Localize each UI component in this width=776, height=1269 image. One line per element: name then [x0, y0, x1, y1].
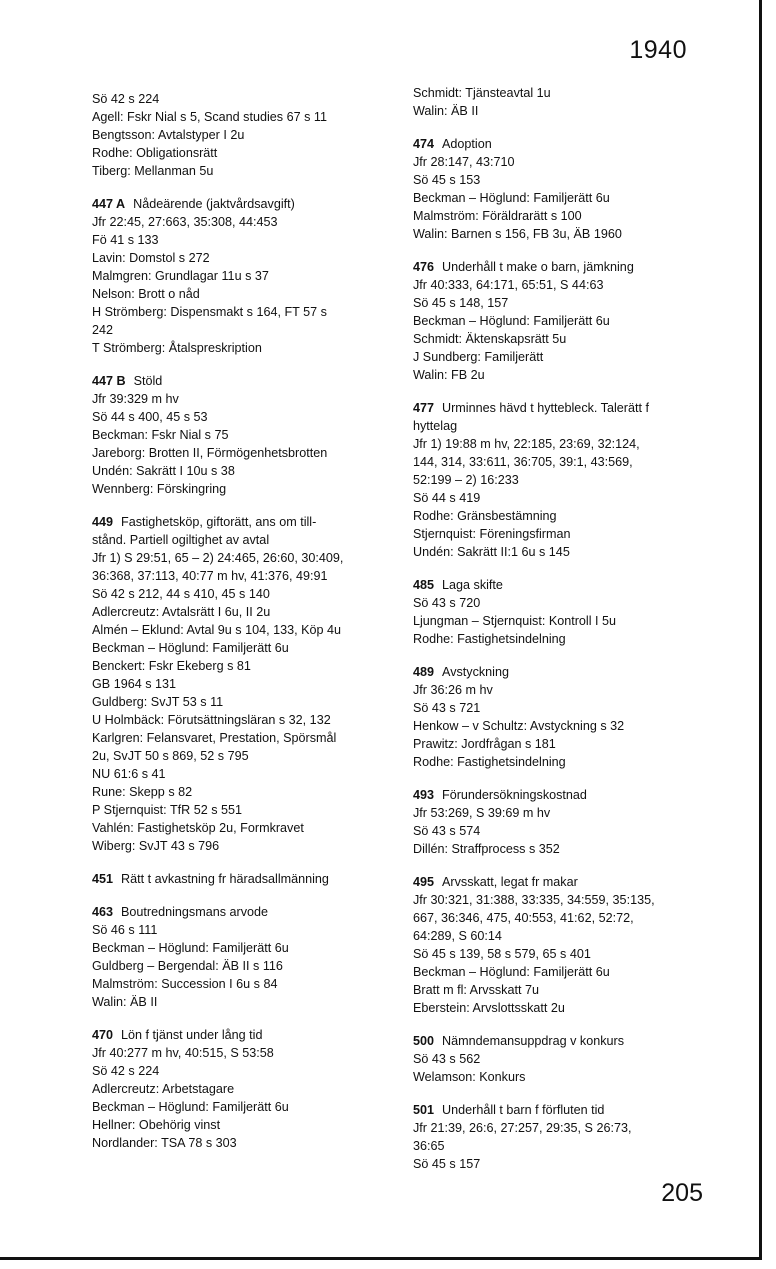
entry-reference-line: Beckman: Fskr Nial s 75 — [92, 428, 229, 442]
entry-reference-line: Beckman – Höglund: Familjerätt 6u — [413, 191, 610, 205]
entry-title: Rätt t avkastning fr häradsallmänning — [121, 872, 329, 886]
index-entry — [413, 663, 713, 771]
entry-reference-line: H Strömberg: Dispensmakt s 164, FT 57 s — [92, 305, 327, 319]
entry-reference-line: Sö 45 s 148, 157 — [413, 296, 509, 310]
entry-number: 451 — [92, 872, 114, 886]
entry-reference-line: Beckman – Höglund: Familjerätt 6u — [92, 641, 289, 655]
index-entry — [92, 195, 392, 357]
entry-title: Boutredningsmans arvode — [121, 905, 269, 919]
index-entry — [413, 576, 713, 648]
entry-number: 500 — [413, 1034, 435, 1048]
entry-title: Nämndemansuppdrag v konkurs — [442, 1034, 625, 1048]
entry-reference-line: Sö 43 s 720 — [413, 596, 481, 610]
index-entry — [413, 873, 713, 1017]
entry-reference-line: 2u, SvJT 50 s 869, 52 s 795 — [92, 749, 249, 763]
left-column — [92, 90, 392, 1167]
entry-heading — [92, 513, 392, 531]
right-column — [413, 84, 713, 1188]
entry-reference-line: P Stjernquist: TfR 52 s 551 — [92, 803, 243, 817]
entry-number: 447 A — [92, 197, 126, 211]
entry-title: Avstyckning — [442, 665, 509, 679]
entry-reference-line: Schmidt: Tjänsteavtal 1u — [413, 86, 551, 100]
entry-heading — [413, 1101, 713, 1119]
entry-number: 447 B — [92, 374, 126, 388]
entry-heading — [92, 870, 392, 888]
entry-reference-line: Sö 45 s 139, 58 s 579, 65 s 401 — [413, 947, 591, 961]
index-entry — [413, 1101, 713, 1173]
entry-reference-line: T Strömberg: Åtalspreskription — [92, 341, 262, 355]
entry-heading — [92, 372, 392, 390]
entry-reference-line: Hellner: Obehörig vinst — [92, 1118, 221, 1132]
index-entry — [413, 258, 713, 384]
entry-reference-line: Benckert: Fskr Ekeberg s 81 — [92, 659, 251, 673]
entry-heading — [413, 663, 713, 681]
index-entry — [92, 513, 392, 855]
entry-reference-line: Wennberg: Förskingring — [92, 482, 227, 496]
entry-title: Lön f tjänst under lång tid — [121, 1028, 263, 1042]
page-number: 205 — [661, 1179, 703, 1207]
entry-heading — [413, 1032, 713, 1050]
year-heading: 1940 — [629, 36, 687, 64]
entry-reference-line: Walin: ÄB II — [92, 995, 158, 1009]
entry-title: Underhåll t make o barn, jämkning — [442, 260, 634, 274]
entry-title: Arvsskatt, legat fr makar — [442, 875, 578, 889]
entry-reference-line: Jfr 28:147, 43:710 — [413, 155, 515, 169]
entry-reference-line: Jfr 40:277 m hv, 40:515, S 53:58 — [92, 1046, 274, 1060]
entry-heading — [413, 135, 713, 153]
entry-reference-line: Agell: Fskr Nial s 5, Scand studies 67 s 11 — [92, 110, 327, 124]
entry-heading — [413, 399, 713, 417]
entry-reference-line: 52:199 – 2) 16:233 — [413, 473, 519, 487]
entry-reference-line: Sö 43 s 721 — [413, 701, 481, 715]
entry-reference-line: Tiberg: Mellanman 5u — [92, 164, 214, 178]
entry-heading — [413, 786, 713, 804]
entry-reference-line: Malmgren: Grundlagar 11u s 37 — [92, 269, 269, 283]
entry-title: Stöld — [133, 374, 163, 388]
entry-reference-line: Prawitz: Jordfrågan s 181 — [413, 737, 556, 751]
entry-reference-line: Schmidt: Äktenskapsrätt 5u — [413, 332, 567, 346]
entry-reference-line: 36:368, 37:113, 40:77 m hv, 41:376, 49:91 — [92, 569, 328, 583]
entry-reference-line: Jfr 30:321, 31:388, 33:335, 34:559, 35:135, — [413, 893, 655, 907]
entry-reference-line: Walin: Barnen s 156, FB 3u, ÄB 1960 — [413, 227, 622, 241]
entry-reference-line: Jfr 21:39, 26:6, 27:257, 29:35, S 26:73, — [413, 1121, 632, 1135]
entry-reference-line: GB 1964 s 131 — [92, 677, 177, 691]
entry-title: Förundersökningskostnad — [442, 788, 587, 802]
entry-reference-line: Rune: Skepp s 82 — [92, 785, 193, 799]
entry-reference-line: Guldberg – Bergendal: ÄB II s 116 — [92, 959, 283, 973]
entry-reference-line: Undén: Sakrätt II:1 6u s 145 — [413, 545, 570, 559]
entry-reference-line: Jfr 40:333, 64:171, 65:51, S 44:63 — [413, 278, 604, 292]
entry-reference-line: Lavin: Domstol s 272 — [92, 251, 210, 265]
entry-reference-line: Rodhe: Gränsbestämning — [413, 509, 557, 523]
entry-reference-line: Adlercreutz: Avtalsrätt I 6u, II 2u — [92, 605, 271, 619]
entry-reference-line: Sö 46 s 111 — [92, 923, 158, 937]
index-entry — [92, 90, 392, 180]
entry-reference-line: NU 61:6 s 41 — [92, 767, 166, 781]
entry-reference-line: Nelson: Brott o nåd — [92, 287, 200, 301]
entry-reference-line: Jfr 53:269, S 39:69 m hv — [413, 806, 551, 820]
entry-number: 489 — [413, 665, 435, 679]
entry-number: 449 — [92, 515, 114, 529]
index-entry — [413, 786, 713, 858]
entry-reference-line: J Sundberg: Familjerätt — [413, 350, 544, 364]
entry-number: 470 — [92, 1028, 114, 1042]
entry-reference-line: Rodhe: Obligationsrätt — [92, 146, 218, 160]
entry-reference-line: Ljungman – Stjernquist: Kontroll I 5u — [413, 614, 617, 628]
entry-reference-line: Nordlander: TSA 78 s 303 — [92, 1136, 237, 1150]
index-entry — [413, 399, 713, 561]
entry-reference-line: 36:65 — [413, 1139, 445, 1153]
index-entry — [413, 84, 713, 120]
entry-reference-line: Dillén: Straffprocess s 352 — [413, 842, 560, 856]
entry-number: 477 — [413, 401, 435, 415]
entry-reference-line: Welamson: Konkurs — [413, 1070, 526, 1084]
entry-reference-line: Sö 42 s 224 — [92, 92, 160, 106]
entry-title: Underhåll t barn f förfluten tid — [442, 1103, 605, 1117]
entry-number: 476 — [413, 260, 435, 274]
entry-heading — [92, 903, 392, 921]
entry-reference-line: Guldberg: SvJT 53 s 11 — [92, 695, 224, 709]
index-entry — [413, 1032, 713, 1086]
entry-reference-line: Henkow – v Schultz: Avstyckning s 32 — [413, 719, 625, 733]
entry-reference-line: Malmström: Succession I 6u s 84 — [92, 977, 278, 991]
entry-reference-line: Jfr 36:26 m hv — [413, 683, 493, 697]
entry-reference-line: U Holmbäck: Förutsättningsläran s 32, 132 — [92, 713, 331, 727]
entry-reference-line: Almén – Eklund: Avtal 9u s 104, 133, Köp 4u — [92, 623, 342, 637]
entry-reference-line: 144, 314, 33:611, 36:705, 39:1, 43:569, — [413, 455, 633, 469]
entry-reference-line: Sö 42 s 224 — [92, 1064, 160, 1078]
index-entry — [92, 903, 392, 1011]
entry-reference-line: Jfr 39:329 m hv — [92, 392, 179, 406]
entry-reference-line: Adlercreutz: Arbetstagare — [92, 1082, 235, 1096]
entry-reference-line: Sö 42 s 212, 44 s 410, 45 s 140 — [92, 587, 270, 601]
entry-reference-line: Beckman – Höglund: Familjerätt 6u — [92, 941, 289, 955]
entry-reference-line: 64:289, S 60:14 — [413, 929, 502, 943]
entry-reference-line: Bengtsson: Avtalstyper I 2u — [92, 128, 245, 142]
entry-reference-line: Rodhe: Fastighetsindelning — [413, 632, 566, 646]
entry-heading — [92, 1026, 392, 1044]
entry-reference-line: Malmström: Föräldrarätt s 100 — [413, 209, 582, 223]
entry-heading — [413, 873, 713, 891]
entry-reference-line: 242 — [92, 323, 114, 337]
entry-reference-line: hyttelag — [413, 419, 458, 433]
entry-reference-line: Jareborg: Brotten II, Förmögenhetsbrotten — [92, 446, 328, 460]
entry-reference-line: Sö 44 s 419 — [413, 491, 481, 505]
entry-reference-line: Walin: ÄB II — [413, 104, 479, 118]
entry-heading — [92, 195, 392, 213]
entry-title: Laga skifte — [442, 578, 503, 592]
entry-reference-line: Sö 43 s 574 — [413, 824, 481, 838]
entry-heading — [413, 576, 713, 594]
index-entry — [92, 1026, 392, 1152]
entry-reference-line: Beckman – Höglund: Familjerätt 6u — [92, 1100, 289, 1114]
entry-reference-line: Karlgren: Felansvaret, Prestation, Spörsmål — [92, 731, 337, 745]
entry-reference-line: Beckman – Höglund: Familjerätt 6u — [413, 965, 610, 979]
entry-reference-line: Walin: FB 2u — [413, 368, 485, 382]
entry-reference-line: Undén: Sakrätt I 10u s 38 — [92, 464, 235, 478]
entry-reference-line: Bratt m fl: Arvsskatt 7u — [413, 983, 539, 997]
entry-number: 474 — [413, 137, 435, 151]
entry-reference-line: Sö 44 s 400, 45 s 53 — [92, 410, 208, 424]
entry-reference-line: Vahlén: Fastighetsköp 2u, Formkravet — [92, 821, 304, 835]
index-entry — [92, 870, 392, 888]
entry-reference-line: Sö 45 s 153 — [413, 173, 481, 187]
entry-reference-line: Jfr 1) S 29:51, 65 – 2) 24:465, 26:60, 30:409, — [92, 551, 344, 565]
entry-reference-line: Eberstein: Arvslottsskatt 2u — [413, 1001, 565, 1015]
entry-reference-line: Fö 41 s 133 — [92, 233, 159, 247]
entry-number: 495 — [413, 875, 435, 889]
entry-title: Nådeärende (jaktvårdsavgift) — [133, 197, 295, 211]
entry-title: Adoption — [442, 137, 492, 151]
entry-title: Fastighetsköp, giftorätt, ans om till- — [121, 515, 317, 529]
entry-reference-line: stånd. Partiell ogiltighet av avtal — [92, 533, 270, 547]
entry-number: 493 — [413, 788, 435, 802]
index-entry — [413, 135, 713, 243]
entry-reference-line: Sö 45 s 157 — [413, 1157, 481, 1171]
entry-number: 463 — [92, 905, 114, 919]
entry-reference-line: Jfr 1) 19:88 m hv, 22:185, 23:69, 32:124, — [413, 437, 640, 451]
entry-reference-line: Jfr 22:45, 27:663, 35:308, 44:453 — [92, 215, 278, 229]
index-entry — [92, 372, 392, 498]
entry-title: Urminnes hävd t hyttebleck. Talerätt f — [442, 401, 649, 415]
entry-reference-line: Beckman – Höglund: Familjerätt 6u — [413, 314, 610, 328]
entry-reference-line: Rodhe: Fastighetsindelning — [413, 755, 566, 769]
entry-number: 485 — [413, 578, 435, 592]
entry-reference-line: Stjernquist: Föreningsfirman — [413, 527, 571, 541]
entry-number: 501 — [413, 1103, 435, 1117]
entry-heading — [413, 258, 713, 276]
entry-reference-line: Sö 43 s 562 — [413, 1052, 481, 1066]
entry-reference-line: 667, 36:346, 475, 40:553, 41:62, 52:72, — [413, 911, 634, 925]
entry-reference-line: Wiberg: SvJT 43 s 796 — [92, 839, 220, 853]
